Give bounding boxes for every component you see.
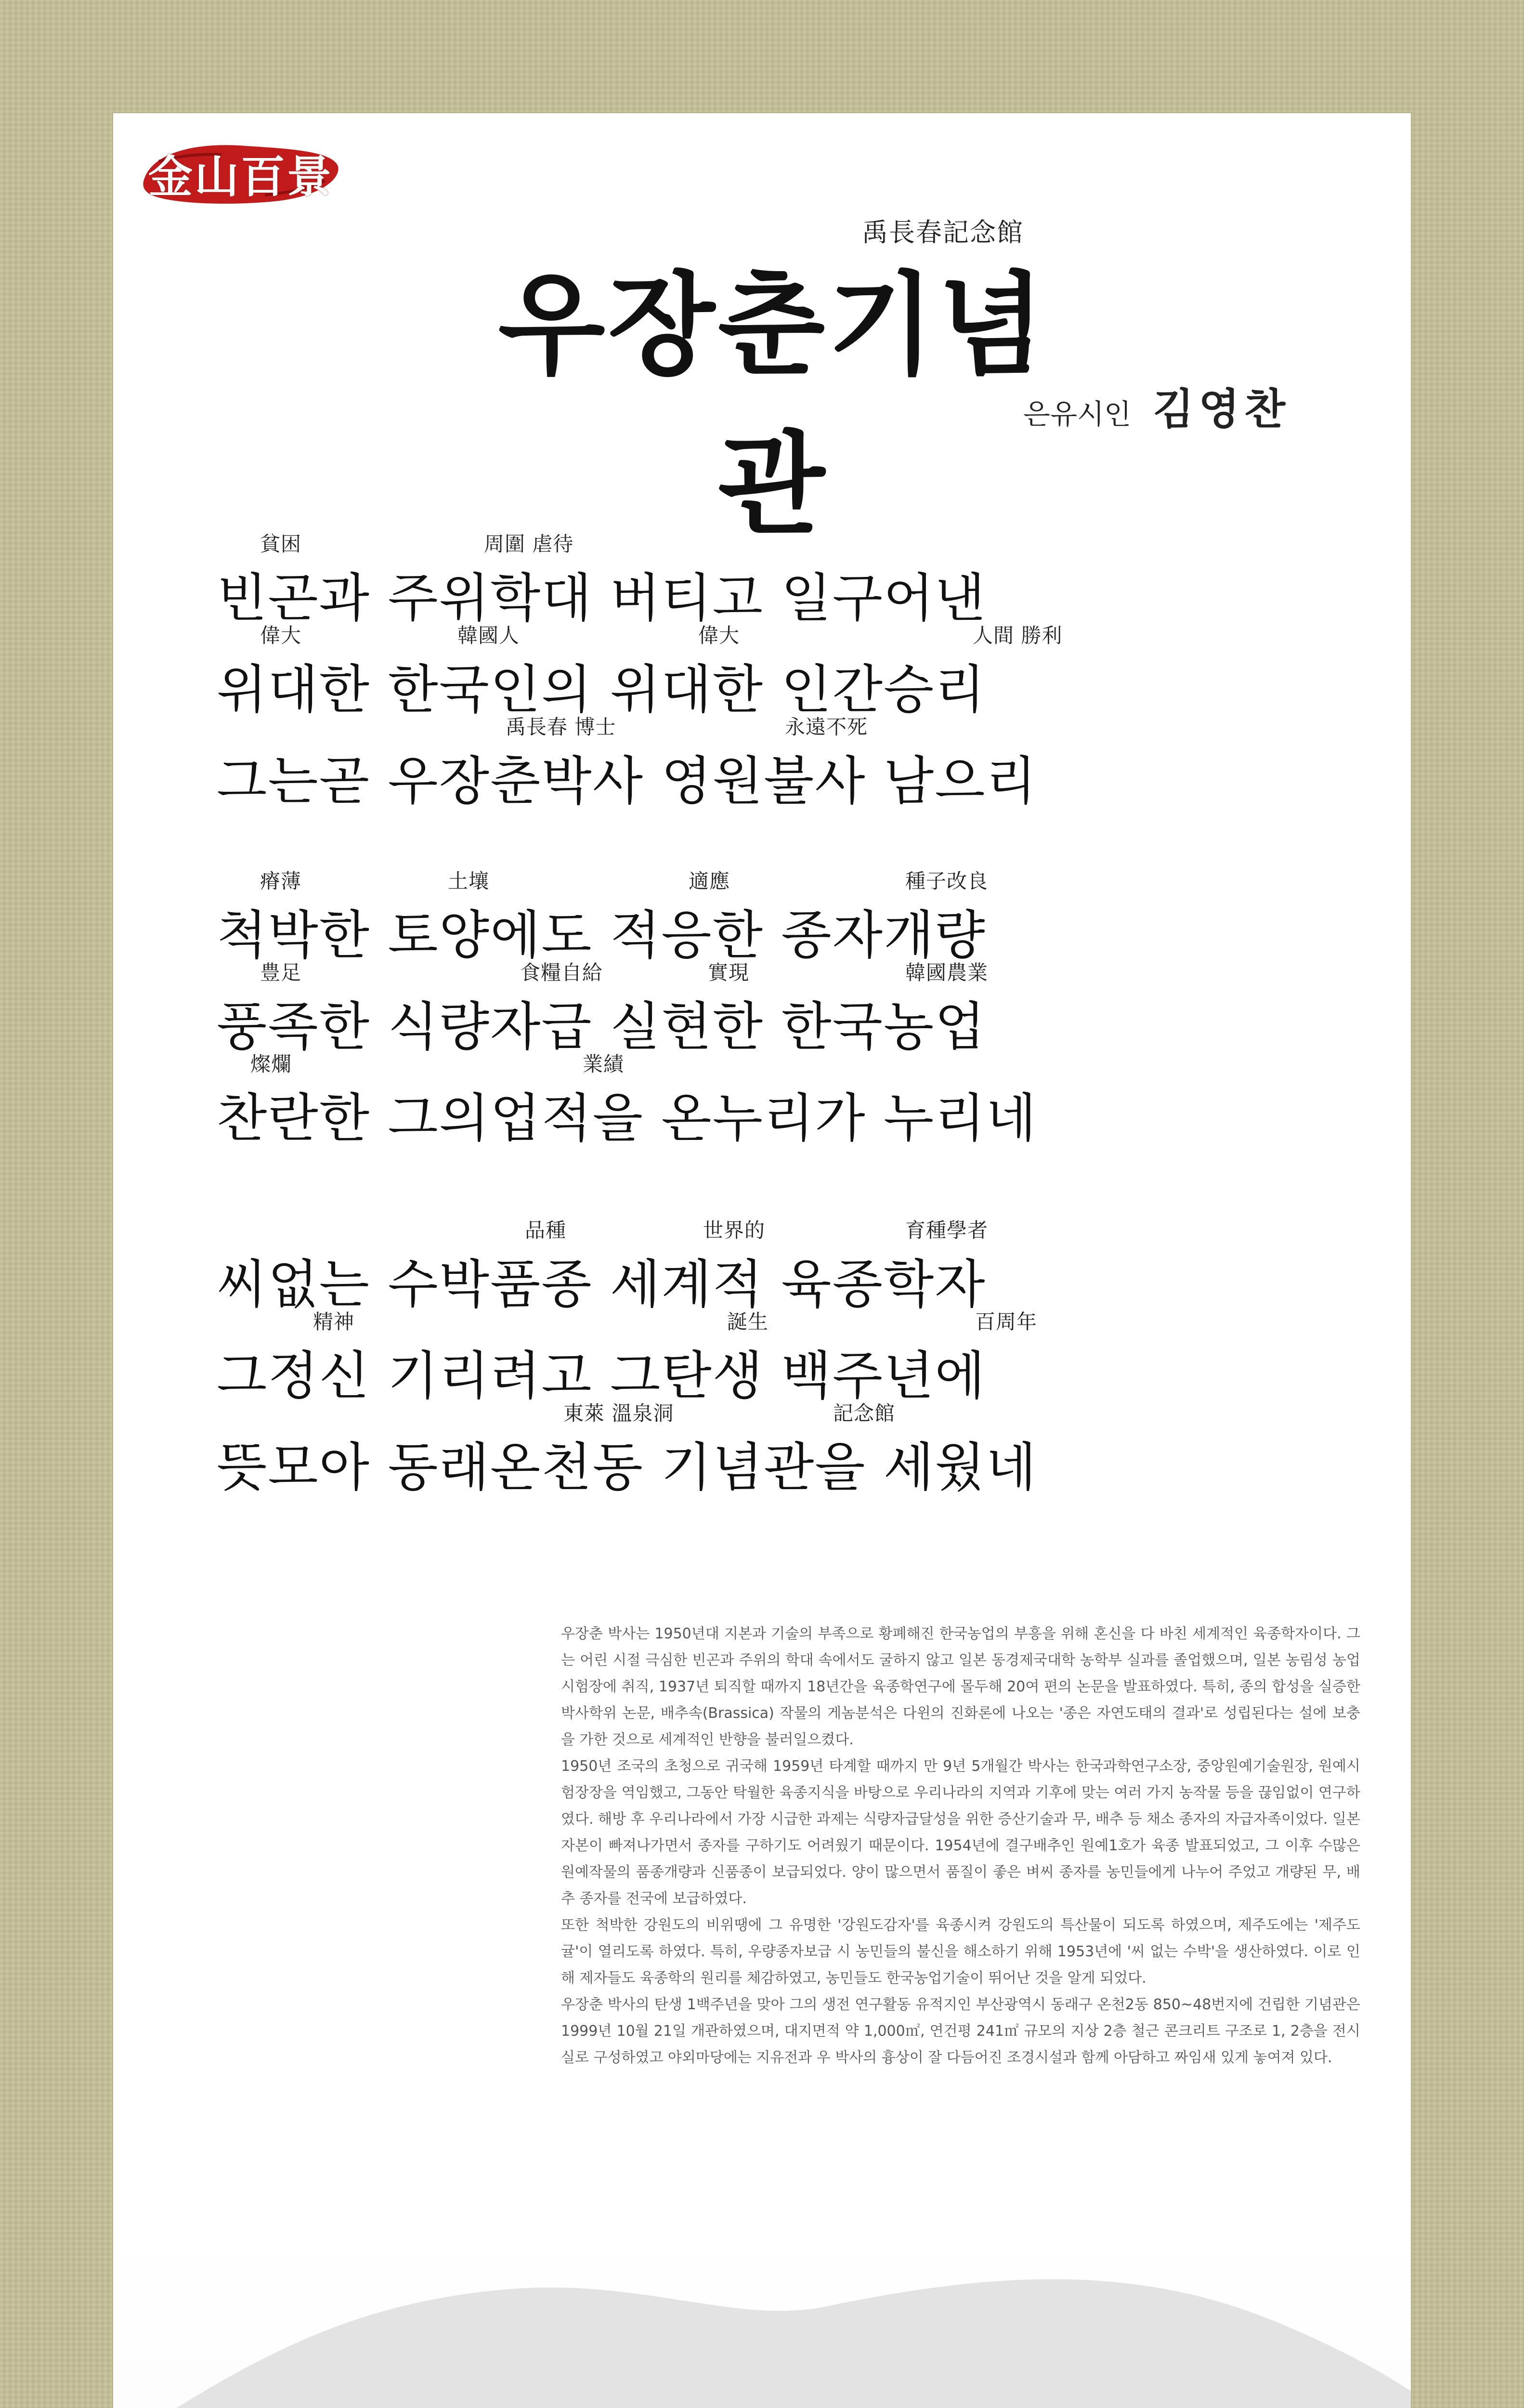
hanja-gloss: 土壤 [448, 869, 490, 893]
description-paragraph: 우장춘 박사의 탄생 1백주년을 맞아 그의 생전 연구활동 유적지인 부산광역시 동래구 온천2동 850~48번지에 건립한 기념관은 1999년 10월 21일 개관하였으며, 대지면적 약 1,000㎡, 연건평 241㎡ 규모의 지상 2층 철근 콘크리트 구조로 1, 2층을 전시실로 구성하였고 야외마당에는 지유전과 우 박사의 흉상이 잘 다듬어진 조경시설과 함께 아담하고 짜임새 있게 놓여져 있다. [561, 1996, 1360, 2066]
author-role: 은유시인 [1023, 398, 1132, 431]
hanja-gloss: 精神 [313, 1310, 355, 1334]
hanja-gloss: 韓國人 [457, 624, 520, 647]
hanja-gloss: 適應 [689, 869, 730, 893]
poem-line-text: 척박한 토양에도 적응한 종자개량 [217, 905, 986, 966]
hanja-gloss: 韓國農業 [905, 961, 989, 984]
hanja-gloss: 貧困 [260, 532, 302, 556]
hanja-gloss: 禹長春 博士 [506, 715, 616, 739]
poem-stanza-3 [217, 1218, 1083, 1517]
hanja-gloss: 誕生 [727, 1310, 769, 1334]
hanja-gloss: 育種學者 [905, 1218, 989, 1242]
geumsan-logo [140, 132, 342, 214]
poem-line-text: 그는곧 우장춘박사 영원불사 남으리 [217, 751, 1037, 811]
description-paragraph: 또한 척박한 강원도의 비위땡에 그 유명한 '강원도감자'를 육종시켜 강원도의 특산물이 되도록 하였으며, 제주도에는 '제주도귤'이 열리도록 하였다. 특히, 우량종자보급 시 농민들의 불신을 해소하기 위해 1953년에 '씨 없는 수박'을 생산하였다. 이로 인해 제자들도 육종학의 원리를 체감하였고, 농민들도 한국농업기술이 뛰어난 것을 알게 되었다. [561, 1917, 1360, 1987]
hanja-gloss: 品種 [525, 1218, 567, 1242]
poem-stanza-1 [217, 532, 1083, 831]
hanja-gloss: 東萊 溫泉洞 [563, 1401, 674, 1425]
description-paragraph: 1950년 조국의 초청으로 귀국해 1959년 타계할 때까지 만 9년 5개월간 박사는 한국과학연구소장, 중앙원예기술원장, 원예시험장장을 역임했고, 그동안 탁월한 육종지식을 바탕으로 우리나라의 지역과 기후에 맞는 여러 가지 농작물 등을 끊임없이 연구하였다. 해방 후 우리나라에서 가장 시급한 과제는 식량자급달성을 위한 증산기술과 무, 배추 등 채소 종자의 자급자족이었다. 일본자본이 빠져나가면서 종자를 구하기도 어려웠기 때문이다. 1954년에 결구배추인 원예1호가 육종 발표되었고, 그 이후 수많은 원예작물의 품종개량과 신품종이 보급되었다. 양이 많으면서 품질이 좋은 벼씨 종자를 농민들에게 나누어 주었고 개량된 무, 배추 종자를 전국에 보급하였다. [561, 1758, 1360, 1907]
poem-line-text: 위대한 한국인의 위대한 인간승리 [217, 660, 986, 720]
poem-line-text: 빈곤과 주위학대 버티고 일구어낸 [217, 568, 986, 628]
hanja-gloss: 周圍 虐待 [484, 532, 574, 556]
hanja-gloss: 實現 [708, 961, 750, 984]
poem-line-text: 씨없는 수박품종 세계적 육종학자 [217, 1255, 986, 1315]
description-text [561, 1621, 1360, 2071]
hanja-gloss: 種子改良 [905, 869, 989, 893]
hanja-gloss: 豊足 [260, 961, 302, 984]
poem-line-text: 풍족한 식량자급 실현한 한국농업 [217, 997, 986, 1057]
poem-line [217, 1401, 1083, 1498]
title-hanja: 禹長春記念館 [862, 217, 1024, 248]
hanja-gloss: 瘠薄 [260, 869, 302, 893]
page-title: 우장춘기념관 [498, 262, 1048, 550]
hanja-gloss: 業績 [583, 1052, 625, 1076]
poem-line [217, 1218, 1083, 1315]
memorial-hall-drawing [113, 2232, 1411, 2408]
poem-line-text: 뜻모아 동래온천동 기념관을 세웠네 [217, 1438, 1037, 1498]
hanja-gloss: 人間 勝利 [973, 624, 1063, 647]
hanja-gloss: 偉大 [698, 624, 740, 647]
hanja-gloss: 偉大 [260, 624, 302, 647]
poem-line [217, 1310, 1083, 1406]
poem-line [217, 1052, 1083, 1149]
description-paragraph: 우장춘 박사는 1950년대 지본과 기술의 부족으로 황폐해진 한국농업의 부흥을 위해 혼신을 다 바친 세계적인 육종학자이다. 그는 어린 시절 극심한 빈곤과 주위의 학대 속에서도 굴하지 않고 일본 동경제국대학 농학부 실과를 졸업했으며, 일본 농림성 농업시험장에 취직, 1937년 퇴직할 때까지 18년간을 육종학연구에 몰두해 20여 편의 논문을 발표하였다. 특히, 종의 합성을 실증한 박사학위 논문, 배추속(Brassica) 작물의 게놈분석은 다윈의 진화론에 나오는 '종은 자연도태의 결과'로 성립된다는 설에 보충을 가한 것으로 세계적인 반향을 불러일으켰다. [561, 1625, 1360, 1748]
poem-line [217, 961, 1083, 1057]
logo-text: 金山百景 [148, 151, 333, 203]
hanja-gloss: 百周年 [975, 1310, 1038, 1334]
hanja-gloss: 記念館 [833, 1401, 896, 1425]
poem-line [217, 715, 1083, 811]
poem-stanza-2 [217, 869, 1083, 1168]
poem-line [217, 532, 1083, 628]
hanja-gloss: 燦爛 [250, 1052, 292, 1076]
hanja-gloss: 食糧自給 [520, 961, 603, 984]
hanja-gloss: 世界的 [703, 1218, 766, 1242]
poem-line [217, 624, 1083, 720]
poem-line-text: 찬란한 그의업적을 온누리가 누리네 [217, 1088, 1037, 1149]
author-name: 김영찬 [1153, 384, 1290, 434]
paper-sheet [113, 113, 1411, 2408]
author-line [1023, 376, 1290, 436]
hanja-gloss: 永遠不死 [785, 715, 868, 739]
poem-line-text: 그정신 기리려고 그탄생 백주년에 [217, 1346, 986, 1406]
poem-line [217, 869, 1083, 966]
